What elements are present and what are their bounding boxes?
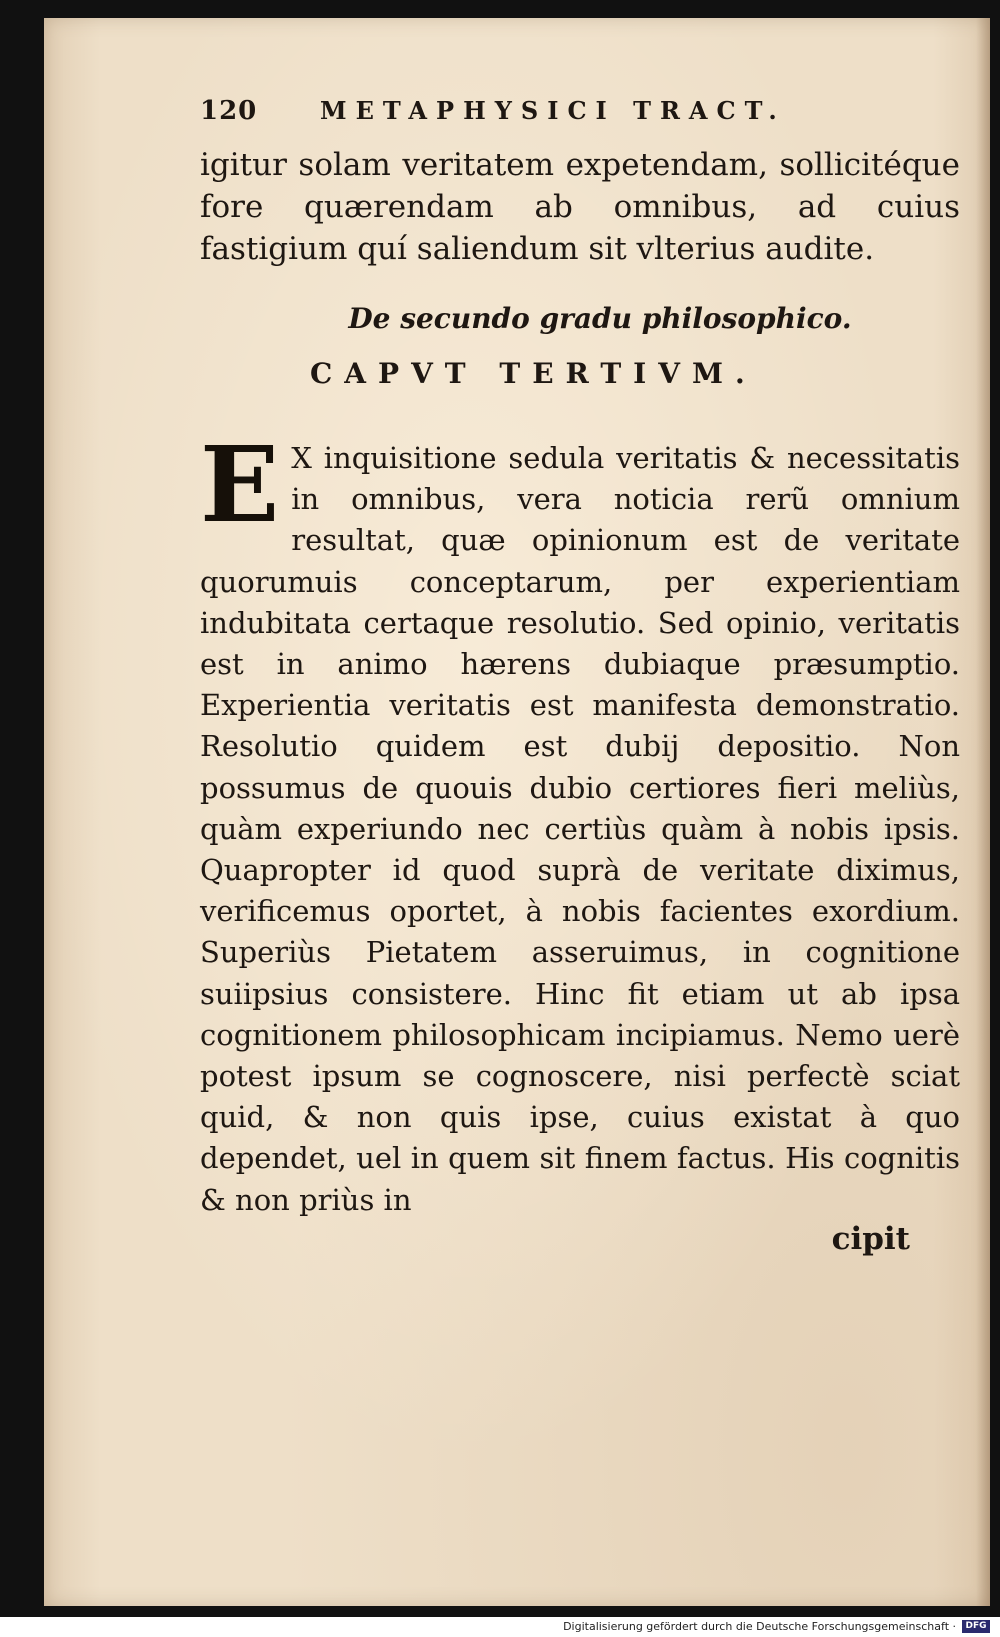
page-edge-shadow xyxy=(976,18,990,1606)
dfg-logo: DFG xyxy=(962,1620,990,1633)
drop-cap: E xyxy=(200,423,280,546)
catchword: cipit xyxy=(831,1220,910,1257)
section-subheading: De secundo gradu philosophico. xyxy=(348,302,852,335)
body-paragraph xyxy=(200,423,960,1221)
funding-note: Digitalisierung gefördert durch die Deutsche Forschungsgemeinschaft · xyxy=(563,1620,956,1633)
page-number: 120 xyxy=(200,96,258,126)
chapter-heading: CAPVT TERTIVM. xyxy=(310,357,757,390)
continuation-paragraph: igitur solam veritatem expetendam, sollicitéque fore quærendam ab omnibus, ad cuius fastigium quí saliendum sit vlterius audite. xyxy=(200,147,960,267)
running-title: METAPHYSICI TRACT. xyxy=(320,96,786,125)
text-block xyxy=(200,96,960,1257)
book-page xyxy=(44,18,990,1606)
page-header xyxy=(200,96,960,140)
footer-bar xyxy=(0,1617,1000,1637)
body-text: X inquisitione sedula veritatis & necessitatis in omnibus, vera noticia rerũ omnium resultat, quæ opinionum est de veritate quorumuis conceptarum, per experientiam indubitata certaque resolutio. Sed opinio, veritatis est in animo hærens dubiaque præsumptio. Experientia veritatis est manifesta demonstratio. Resolutio quidem est dubij depositio. Non possumus de quouis dubio certiores fieri meliùs, quàm experiundo nec certiùs quàm à nobis ipsis. Quapropter id quod suprà de veritate diximus, verificemus oportet, à nobis facientes exordium. Superiùs Pietatem asseruimus, in cognitione suiipsius consistere. Hinc fit etiam ut ab ipsa cognitionem philosophicam incipiamus. Nemo uerè potest ipsum se cognoscere, nisi perfectè sciat quid, & non quis ipse, cuius existat à quo dependet, uel in quem sit finem factus. His cognitis & non priùs in xyxy=(200,441,960,1217)
